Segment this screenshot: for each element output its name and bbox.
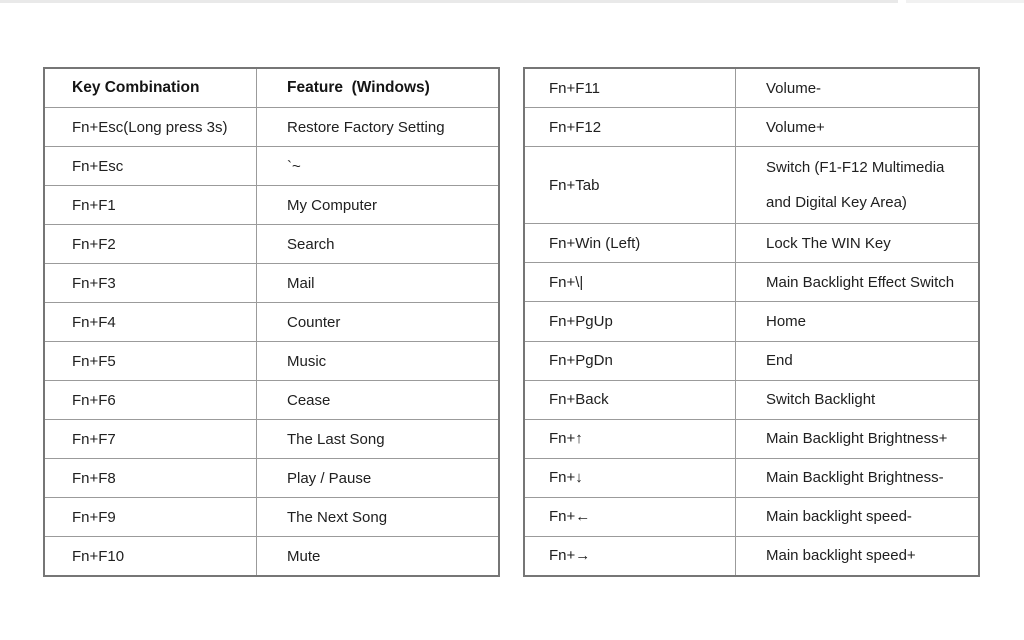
key-cell: Fn+F11 — [525, 69, 736, 107]
table-row — [525, 223, 978, 262]
key-cell: Fn+Esc — [45, 147, 257, 185]
feature-cell: Main Backlight Effect Switch — [766, 273, 955, 291]
feature-cell: Main Backlight Brightness+ — [766, 430, 948, 448]
key-cell: Fn+↓ — [525, 459, 736, 497]
feature-cell: Main backlight speed- — [766, 508, 912, 526]
feature-cell: Play / Pause — [287, 469, 372, 487]
feature-cell: Main Backlight Brightness- — [766, 469, 944, 487]
table-row — [525, 458, 978, 497]
feature-cell: Volume+ — [766, 118, 825, 136]
table-row — [525, 380, 978, 419]
table-row-fn-tab — [525, 146, 978, 223]
table-row — [45, 263, 498, 302]
table-row — [525, 341, 978, 380]
feature-cell: The Next Song — [287, 508, 388, 526]
header-key-combination: Key Combination — [45, 69, 257, 107]
table-row — [45, 380, 498, 419]
feature-cell: Main backlight speed+ — [766, 547, 916, 565]
feature-cell: `~ — [287, 157, 301, 175]
feature-cell: Counter — [287, 313, 341, 331]
key-cell: Fn+F3 — [45, 264, 257, 302]
feature-cell: Restore Factory Setting — [287, 118, 445, 136]
feature-cell: Home — [766, 313, 807, 330]
table-row — [525, 419, 978, 458]
key-cell: Fn+PgUp — [525, 302, 736, 340]
feature-cell: Mute — [287, 547, 321, 565]
key-cell: Fn+F8 — [45, 459, 257, 497]
key-cell: Fn+F2 — [45, 225, 257, 263]
feature-cell: The Last Song — [287, 430, 385, 448]
table-row — [45, 224, 498, 263]
key-cell: Fn+Win (Left) — [525, 224, 736, 262]
fn-shortcut-table-right — [523, 67, 980, 577]
header-feature-windows: Feature (Windows) — [287, 79, 430, 96]
key-cell: Fn+F9 — [45, 498, 257, 536]
feature-cell: End — [766, 352, 793, 370]
key-cell: Fn+F6 — [45, 381, 257, 419]
feature-cell: Search — [287, 235, 335, 253]
table-row — [525, 107, 978, 146]
key-cell: Fn+→ — [525, 537, 736, 575]
table-header-row — [45, 69, 498, 107]
feature-line-1: Switch (F1-F12 Multimedia — [766, 159, 945, 177]
key-cell: Fn+Esc(Long press 3s) — [45, 108, 257, 146]
feature-cell: Switch Backlight — [766, 391, 876, 409]
feature-cell: Mail — [287, 274, 315, 292]
key-cell: Fn+F7 — [45, 420, 257, 458]
key-cell: Fn+← — [525, 498, 736, 536]
key-cell: Fn+↑ — [525, 420, 736, 458]
key-cell: Fn+PgDn — [525, 342, 736, 380]
table-row — [45, 458, 498, 497]
table-row — [45, 419, 498, 458]
fn-shortcut-table-left — [43, 67, 500, 577]
key-cell: Fn+F4 — [45, 303, 257, 341]
table-row — [45, 497, 498, 536]
top-edge-strip-tail — [906, 0, 1024, 3]
key-cell: Fn+F12 — [525, 108, 736, 146]
feature-cell: Volume- — [766, 79, 822, 97]
feature-cell: My Computer — [287, 196, 378, 214]
table-row — [45, 536, 498, 575]
key-cell: Fn+Back — [525, 381, 736, 419]
feature-cell: Lock The WIN Key — [766, 234, 891, 252]
table-row — [45, 341, 498, 380]
feature-cell: Cease — [287, 391, 331, 409]
key-cell: Fn+F1 — [45, 186, 257, 224]
table-row — [525, 69, 978, 107]
key-cell: Fn+F5 — [45, 342, 257, 380]
feature-cell — [736, 147, 978, 223]
table-row — [45, 146, 498, 185]
table-row — [525, 262, 978, 301]
table-row — [45, 302, 498, 341]
key-cell: Fn+\| — [525, 263, 736, 301]
feature-cell: Music — [287, 352, 327, 370]
key-cell: Fn+F10 — [45, 537, 257, 575]
table-row — [525, 497, 978, 536]
table-row — [45, 185, 498, 224]
table-row — [45, 107, 498, 146]
key-cell: Fn+Tab — [525, 147, 736, 223]
table-row — [525, 536, 978, 575]
top-edge-strip — [0, 0, 898, 3]
table-row — [525, 301, 978, 340]
feature-line-2: and Digital Key Area) — [766, 194, 907, 212]
